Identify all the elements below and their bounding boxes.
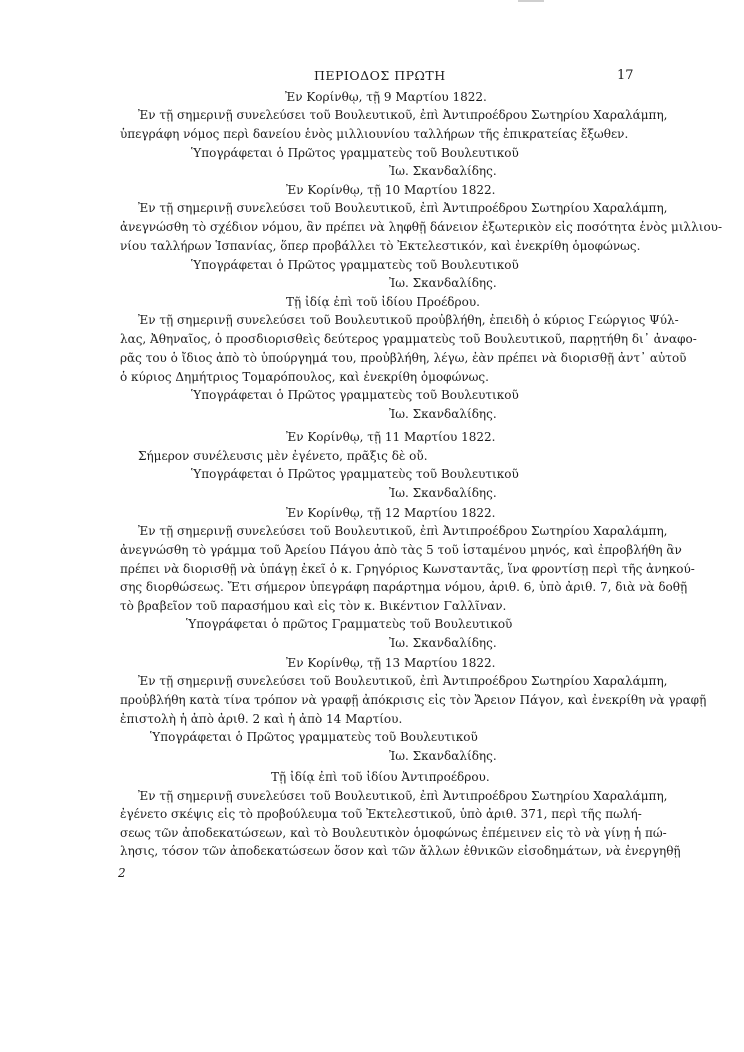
body-line: τὸ βραβεῖον τοῦ παρασήμου καὶ εἰς τὸν κ. Βικέντιον Γαλλῖναν.: [120, 599, 507, 613]
body-line: ἀνεγνώσθη τὸ γράμμα τοῦ Ἀρείου Πάγου ἀπὸ τὰς 5 τοῦ ἱσταμένου μηνός, καὶ ἐπροβλήθη ἂν: [120, 543, 682, 557]
body-line: Ἐν τῇ σημερινῇ συνελεύσει τοῦ Βουλευτικοῦ, ἐπὶ Ἀντιπροέδρου Σωτηρίου Χαραλάμπη,: [138, 524, 668, 538]
signature-line: Ὑπογράφεται ὁ Πρῶτος γραμματεὺς τοῦ Βουλευτικοῦ: [191, 467, 519, 481]
body-line: ρᾶς του ὁ ἴδιος ἀπὸ τὸ ὑπούργημά του, προὐβλήθη, λέγω, ἐὰν πρέπει νὰ διορισθῇ ἀντ᾽ αὐτοῦ: [120, 351, 687, 365]
signature-line: Ὑπογράφεται ὁ Πρῶτος γραμματεὺς τοῦ Βουλευτικοῦ: [191, 388, 519, 402]
date-line: Ἐν Κορίνθῳ, τῇ 10 Μαρτίου 1822.: [286, 183, 496, 197]
date-line: Ἐν Κορίνθῳ, τῇ 9 Μαρτίου 1822.: [285, 90, 487, 104]
page-number: 17: [617, 68, 634, 83]
body-line: Ἐν τῇ σημερινῇ συνελεύσει τοῦ Βουλευτικοῦ προὐβλήθη, ἐπειδὴ ὁ κύριος Γεώργιος Ψύλ-: [138, 313, 679, 327]
date-line: Ἐν Κορίνθῳ, τῇ 13 Μαρτίου 1822.: [286, 656, 496, 670]
signature-name: Ἰω. Σκανδαλίδης.: [389, 164, 497, 178]
signature-name: Ἰω. Σκανδαλίδης.: [389, 636, 497, 650]
body-line: λας, Ἀθηναῖος, ὁ προσδιορισθεὶς δεύτερος γραμματεὺς τοῦ Βουλευτικοῦ, παρῃτήθη δι᾽ ἀναφο-: [120, 332, 697, 346]
body-line: σεως τῶν ἀποδεκατώσεων, καὶ τὸ Βουλευτικὸν ὁμοφώνως ἐπέμεινεν εἰς τὸ νὰ γίνῃ ἡ πώ-: [120, 826, 667, 840]
signature-line: Ὑπογράφεται ὁ Πρῶτος γραμματεὺς τοῦ Βουλευτικοῦ: [150, 730, 478, 744]
signature-name: Ἰω. Σκανδαλίδης.: [389, 749, 497, 763]
running-head: ΠΕΡΙΟΔΟΣ ΠΡΩΤΗ: [314, 68, 446, 83]
body-line: λησις, τόσον τῶν ἀποδεκατώσεων ὅσον καὶ τῶν ἄλλων ἐθνικῶν εἰσοδημάτων, νὰ ἐνεργηθῇ: [120, 844, 681, 858]
signature-name: Ἰω. Σκανδαλίδης.: [389, 276, 497, 290]
body-line: νίου ταλλήρων Ἱσπανίας, ὅπερ προβάλλει τὸ Ἐκτελεστικόν, καὶ ἐνεκρίθη ὁμοφώνως.: [120, 239, 641, 253]
body-line: ἐπιστολὴ ἡ ἀπὸ ἀριθ. 2 καὶ ἡ ἀπὸ 14 Μαρτίου.: [120, 712, 403, 726]
scan-mark: [518, 0, 544, 2]
body-line: ἐγένετο σκέψις εἰς τὸ προβούλευμα τοῦ Ἐκτελεστικοῦ, ὑπὸ ἀριθ. 371, περὶ τῆς πωλή-: [120, 807, 642, 821]
section-heading: Τῇ ἰδίᾳ ἐπὶ τοῦ ἰδίου Προέδρου.: [286, 295, 480, 309]
body-line: Ἐν τῇ σημερινῇ συνελεύσει τοῦ Βουλευτικοῦ, ἐπὶ Ἀντιπροέδρου Σωτηρίου Χαραλάμπη,: [138, 108, 668, 122]
body-line: πρέπει νὰ διορισθῇ νὰ ὑπάγῃ ἐκεῖ ὁ κ. Γρηγόριος Κωνσταντᾶς, ἵνα φροντίσῃ περὶ τῆς ἀνηκού-: [120, 562, 695, 576]
signature-line: Ὑπογράφεται ὁ Πρῶτος γραμματεὺς τοῦ Βουλευτικοῦ: [191, 258, 519, 272]
body-line: Σήμερον συνέλευσις μὲν ἐγένετο, πρᾶξις δὲ οὔ.: [138, 449, 428, 463]
section-heading: Τῇ ἰδίᾳ ἐπὶ τοῦ ἰδίου Ἀντιπροέδρου.: [271, 770, 490, 784]
signature-name: Ἰω. Σκανδαλίδης.: [389, 486, 497, 500]
signature-mark: 2: [118, 866, 126, 880]
signature-line: Ὑπογράφεται ὁ Πρῶτος γραμματεὺς τοῦ Βουλευτικοῦ: [191, 146, 519, 160]
date-line: Ἐν Κορίνθῳ, τῇ 11 Μαρτίου 1822.: [286, 430, 496, 444]
signature-line: Ὑπογράφεται ὁ πρῶτος Γραμματεὺς τοῦ Βουλευτικοῦ: [186, 617, 513, 631]
body-line: Ἐν τῇ σημερινῇ συνελεύσει τοῦ Βουλευτικοῦ, ἐπὶ Ἀντιπροέδρου Σωτηρίου Χαραλάμπη,: [138, 674, 668, 688]
date-line: Ἐν Κορίνθῳ, τῇ 12 Μαρτίου 1822.: [286, 506, 496, 520]
body-line: ὑπεγράφη νόμος περὶ δανείου ἑνὸς μιλλιουνίου ταλλήρων τῆς ἐπικρατείας ἔξωθεν.: [120, 127, 629, 141]
body-line: προὐβλήθη κατὰ τίνα τρόπον νὰ γραφῇ ἀπόκρισις εἰς τὸν Ἄρειον Πάγον, καὶ ἐνεκρίθη νὰ γραφῇ: [120, 693, 707, 707]
body-line: Ἐν τῇ σημερινῇ συνελεύσει τοῦ Βουλευτικοῦ, ἐπὶ Ἀντιπροέδρου Σωτηρίου Χαραλάμπη,: [138, 789, 668, 803]
body-line: σης διορθώσεως. Ἔτι σήμερον ὑπεγράφη παράρτημα νόμου, ἀριθ. 6, ὑπὸ ἀριθ. 7, διὰ νὰ δοθῇ: [120, 580, 688, 594]
body-line: ἀνεγνώσθη τὸ σχέδιον νόμου, ἂν πρέπει νὰ ληφθῇ δάνειον ἐξωτερικὸν εἰς ποσότητα ἑνὸς μιλλιου-: [120, 220, 723, 234]
body-line: ὁ κύριος Δημήτριος Τομαρόπουλος, καὶ ἐνεκρίθη ὁμοφώνως.: [120, 370, 489, 384]
signature-name: Ἰω. Σκανδαλίδης.: [389, 407, 497, 421]
body-line: Ἐν τῇ σημερινῇ συνελεύσει τοῦ Βουλευτικοῦ, ἐπὶ Ἀντιπροέδρου Σωτηρίου Χαραλάμπη,: [138, 201, 668, 215]
